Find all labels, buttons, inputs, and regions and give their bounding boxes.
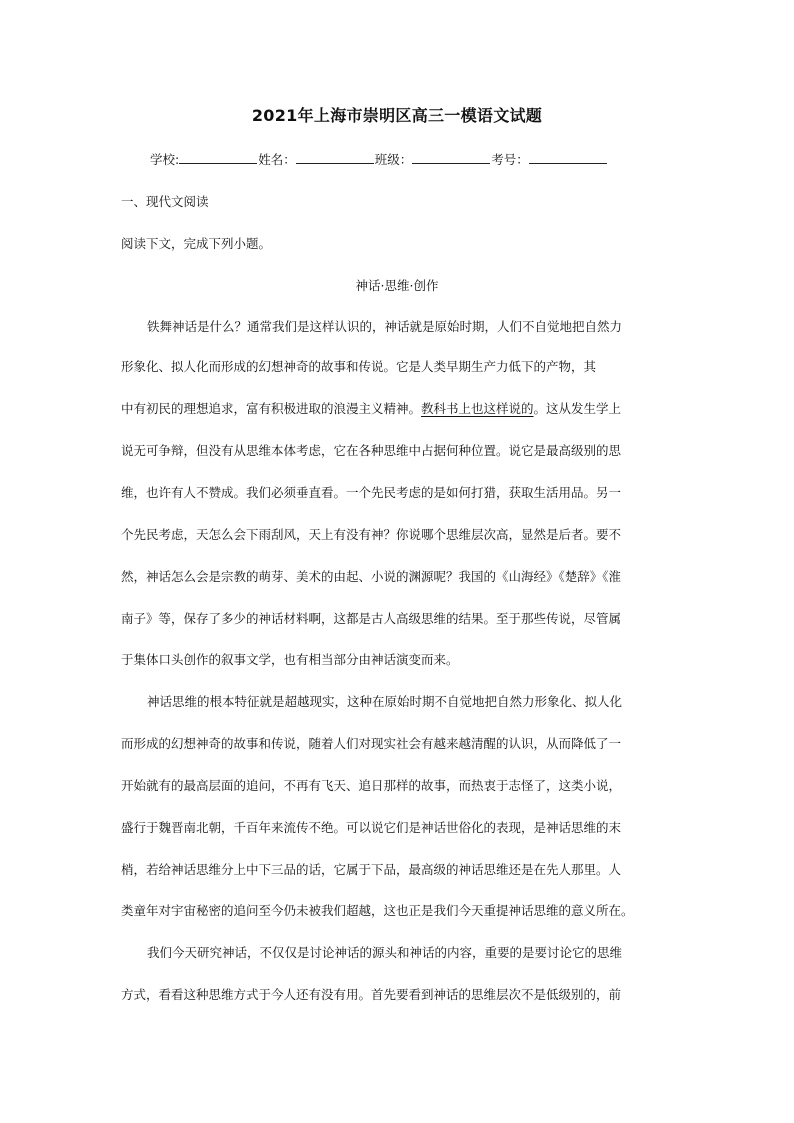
exam-number-blank[interactable]	[529, 151, 607, 164]
paragraph-line: 而形成的幻想神奇的故事和传说，随着人们对现实社会有越来越清醒的认识，从而降低了一	[121, 736, 622, 751]
school-blank[interactable]	[179, 151, 257, 164]
paragraph-line: 类童年对宇宙秘密的追问至今仍未被我们超越，这也正是我们今天重提神话思维的意义所在。	[121, 903, 634, 918]
name-blank[interactable]	[296, 151, 374, 164]
paragraph-line: 方式，看看这种思维方式于今人还有没有用。首先要看到神话的思维层次不是低级别的，前	[121, 987, 622, 1002]
exam-number-label: 考号：	[491, 152, 529, 167]
paragraph-line: 开始就有的最高层面的追问，不再有飞天、追日那样的故事，而热衷于志怪了，这类小说，	[121, 778, 622, 793]
paragraph-line: 个先民考虑，天怎么会下雨刮风，天上有没有神？你说哪个思维层次高，显然是后者。要不	[121, 527, 622, 542]
line-text: 中有初民的理想追求，富有积极进取的浪漫主义精神。	[121, 401, 422, 416]
line-text: 。这从发生学上	[533, 401, 622, 416]
reading-instruction: 阅读下文，完成下列小题。	[121, 236, 272, 251]
class-blank[interactable]	[412, 151, 490, 164]
paragraph-line: 南子》等，保存了多少的神话材料啊，这都是古人高级思维的结果。至于那些传说，尽管属	[121, 611, 622, 626]
article-title: 神话·思维·创作	[355, 278, 439, 293]
paragraph-line: 铁舞神话是什么？通常我们是这样认识的，神话就是原始时期，人们不自觉地把自然力	[147, 319, 623, 334]
paragraph-line: 然，神话怎么会是宗教的萌芽、美术的由起、小说的渊源呢？我国的《山海经》《楚辞》《淮	[121, 569, 622, 584]
school-label: 学校:	[150, 152, 180, 167]
class-label: 班级：	[374, 152, 413, 167]
paragraph-line: 形象化、拟人化而形成的幻想神奇的故事和传说。它是人类早期生产力低下的产物，其	[121, 359, 597, 374]
paragraph-line: 梢，若给神话思维分上中下三品的话，它属于下品，最高级的神话思维还是在先人那里。人	[121, 862, 622, 877]
paragraph-line	[121, 399, 681, 417]
paragraph-line: 盛行于魏晋南北朝，千百年来流传不绝。可以说它们是神话世俗化的表现，是神话思维的末	[121, 820, 622, 835]
paragraph-line: 我们今天研究神话，不仅仅是讨论神话的源头和神话的内容，重要的是要讨论它的思维	[147, 945, 623, 960]
document-title: 2021年上海市崇明区高三一模语文试题	[251, 106, 543, 125]
section-heading: 一、现代文阅读	[121, 194, 209, 209]
paragraph-line: 说无可争辩，但没有从思维本体考虑，它在各种思维中占据何种位置。说它是最高级别的思	[121, 443, 622, 458]
underlined-phrase: 教科书上也这样说的	[421, 401, 534, 416]
name-label: 姓名：	[258, 152, 296, 167]
paragraph-line: 神话思维的根本特征就是超越现实，这种在原始时期不自觉地把自然力形象化、拟人化	[147, 694, 623, 709]
paragraph-line: 于集体口头创作的叙事文学，也有相当部分由神话演变而来。	[121, 652, 459, 667]
student-info-row	[150, 150, 608, 168]
paragraph-line: 维，也许有人不赞成。我们必须垂直看。一个先民考虑的是如何打猎，获取生活用品。另一	[121, 485, 622, 500]
